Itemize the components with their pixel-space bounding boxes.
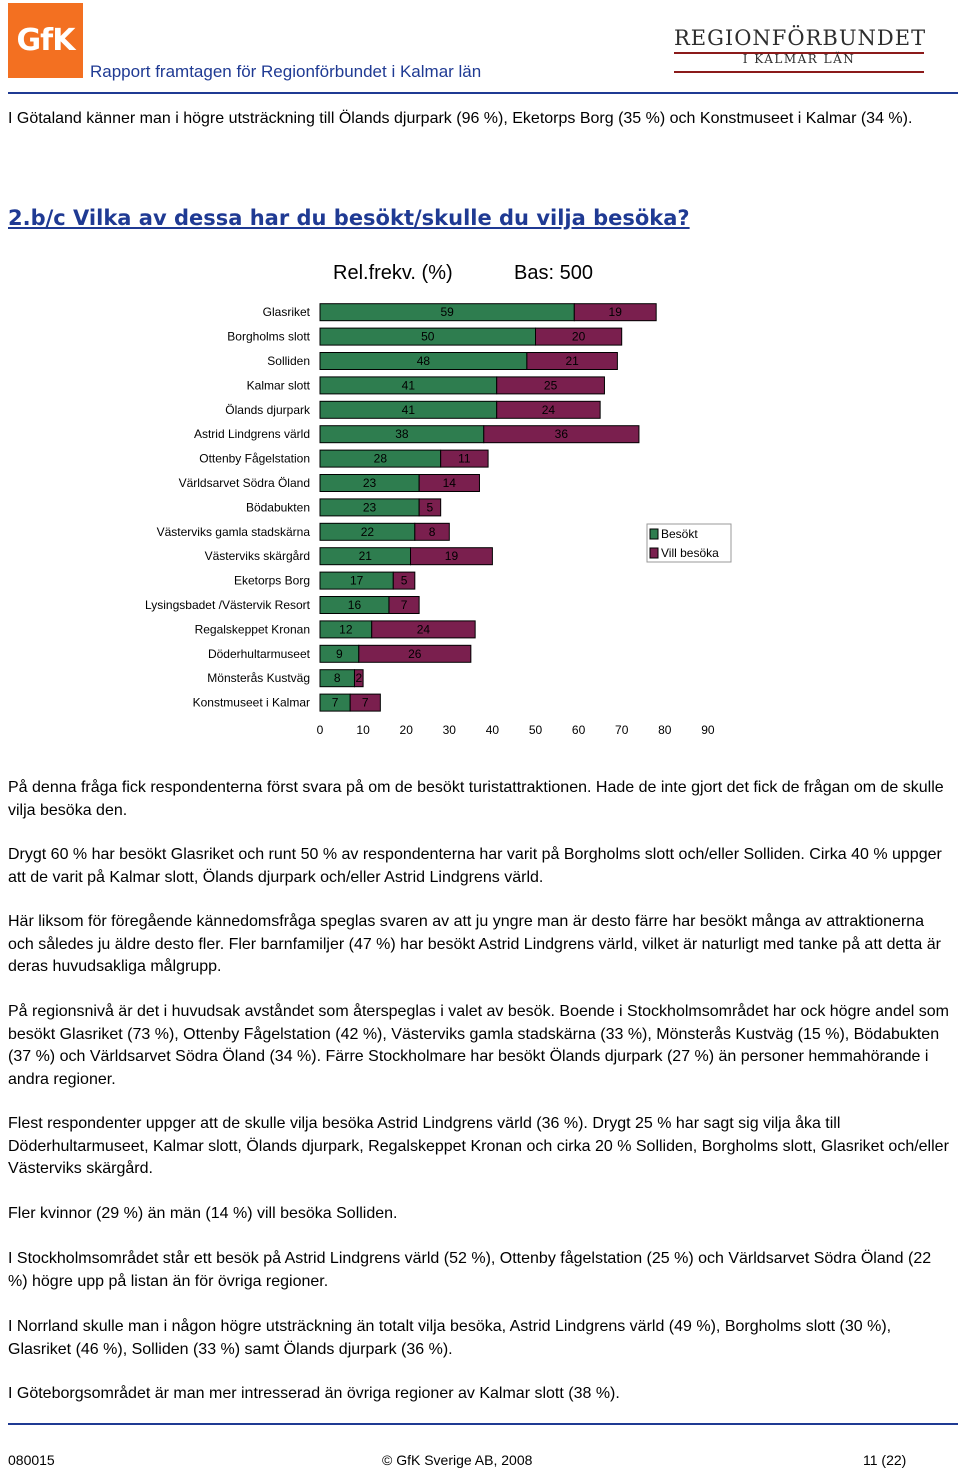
data-label: 20 <box>571 329 586 344</box>
x-tick-label: 70 <box>615 723 629 737</box>
data-label: 22 <box>360 524 375 539</box>
category-label: Mönsterås Kustväg <box>207 671 310 686</box>
question-heading: 2.b/c Vilka av dessa har du besökt/skulle du vilja besöka? <box>8 206 690 230</box>
category-label: Eketorps Borg <box>233 573 310 588</box>
rf-logo-rule <box>674 71 924 73</box>
category-label: Lysingsbadet /Västervik Resort <box>145 598 310 612</box>
report-title: Rapport framtagen för Regionförbundet i Kalmar län <box>90 62 482 81</box>
data-label: 9 <box>336 646 343 661</box>
x-tick-label: 0 <box>316 723 324 737</box>
rf-logo-name: REGIONFÖRBUNDET <box>674 26 927 50</box>
data-label: 48 <box>416 354 431 368</box>
page-header <box>0 0 960 90</box>
x-tick-label: 20 <box>399 723 413 737</box>
body-paragraph: Här liksom för föregående kännedomsfråga speglas svaren av att ju yngre man är desto färre har besökt många av attraktionerna och således ju äldre desto fler. Fler barnfamiljer (47 %) har besökt Astrid Lindgrens värld, vilket är naturligt med tanke på att detta är deras huvudsakliga målgrupp. <box>8 913 941 975</box>
chart-base-label: Bas: 500 <box>514 262 593 284</box>
body-paragraph: Drygt 60 % har besökt Glasriket och runt 50 % av respondenterna har varit på Borgholms slott och/eller Solliden. Cirka 40 % uppger att de varit på Kalmar slott, Ölands djurpark och/eller Astrid Lindgrens värld. <box>8 846 942 886</box>
data-label: 7 <box>361 695 369 710</box>
category-label: Ölands djurpark <box>225 402 310 417</box>
data-label: 19 <box>444 549 459 564</box>
body-paragraph: På regionsnivå är det i huvudsak avståndet som återspeglas i valet av besök. Boende i Stockholmsområdet har ock högre andel som besökt Glasriket (73 %), Ottenby Fågelstation (42 %), Västerviks gamla stadskärna (33 %), Mönsterås Kustväg (15 %), Bödabukten (37 %) och Världsarvet Södra Öland (34 %). Färre Stockholmare har besökt Ölands djurpark (27 %) än personer hemmahörande i andra regioner. <box>8 1003 949 1088</box>
data-label: 2 <box>355 671 363 686</box>
gfk-logo: GfK <box>8 3 83 78</box>
category-label: Västerviks skärgård <box>204 549 310 564</box>
data-label: 38 <box>395 427 409 442</box>
data-label: 28 <box>373 451 388 466</box>
rf-logo-subtitle: I KALMAR LÄN <box>742 52 856 66</box>
data-label: 41 <box>401 378 416 393</box>
x-tick-label: 50 <box>528 723 543 737</box>
category-label: Glasriket <box>262 305 310 320</box>
legend-swatch <box>650 529 658 539</box>
body-paragraph: I Göteborgsområdet är man mer intresserad än övriga regioner av Kalmar slott (38 %). <box>8 1385 620 1402</box>
data-label: 25 <box>543 378 558 393</box>
intro-paragraph: I Götaland känner man i högre utsträckning till Ölands djurpark (96 %), Eketorps Borg (35 %) och Konstmuseet i Kalmar (34 %). <box>8 110 913 127</box>
data-label: 36 <box>554 427 569 442</box>
data-label: 41 <box>401 402 416 417</box>
category-label: Borgholms slott <box>227 329 310 344</box>
category-label: Världsarvet Södra Öland <box>178 476 310 490</box>
data-label: 16 <box>347 598 362 612</box>
category-label: Astrid Lindgrens värld <box>193 427 310 442</box>
body-paragraph: På denna fråga fick respondenterna först svara på om de besökt turistattraktionen. Hade de inte gjort det fick de frågan om de skulle vilja besöka den. <box>8 779 944 819</box>
x-tick-label: 80 <box>658 723 672 737</box>
data-label: 26 <box>408 646 422 661</box>
body-paragraph: I Norrland skulle man i någon högre utsträckning än totalt vilja besöka, Astrid Lindgrens värld (49 %), Borgholms slott (30 %), Glasriket (46 %), Solliden (33 %) samt Ölands djurpark (36 %). <box>8 1318 892 1358</box>
category-label: Bödabukten <box>245 500 310 515</box>
footer-page-number: 11 (22) <box>863 1452 907 1468</box>
data-label: 7 <box>331 695 339 710</box>
footer-copyright: © GfK Sverige AB, 2008 <box>382 1452 533 1468</box>
data-label: 11 <box>458 451 471 466</box>
chart-rel-label: Rel.frekv. (%) <box>333 262 453 284</box>
category-label: Ottenby Fågelstation <box>199 451 310 466</box>
category-label: Västerviks gamla stadskärna <box>156 524 310 539</box>
data-label: 8 <box>428 524 436 539</box>
data-label: 5 <box>400 573 408 588</box>
x-tick-label: 40 <box>485 723 500 737</box>
category-label: Döderhultarmuseet <box>207 646 310 661</box>
regionforbundet-logo <box>674 26 927 66</box>
data-label: 21 <box>565 354 579 368</box>
category-label: Kalmar slott <box>246 378 310 393</box>
data-label: 23 <box>362 476 377 490</box>
data-label: 14 <box>442 476 456 490</box>
data-label: 24 <box>416 622 431 637</box>
x-tick-label: 10 <box>356 723 370 737</box>
data-label: 21 <box>358 549 372 564</box>
legend-swatch <box>650 548 658 558</box>
x-tick-label: 30 <box>442 723 456 737</box>
category-label: Solliden <box>267 354 310 368</box>
data-label: 17 <box>349 573 364 588</box>
data-label: 50 <box>421 329 435 344</box>
data-label: 59 <box>440 305 454 320</box>
body-paragraph: Fler kvinnor (29 %) än män (14 %) vill besöka Solliden. <box>8 1205 398 1222</box>
data-label: 12 <box>339 622 353 637</box>
x-tick-label: 60 <box>571 723 586 737</box>
data-label: 24 <box>541 402 556 417</box>
category-label: Regalskeppet Kronan <box>194 622 310 637</box>
legend-label: Besökt <box>661 527 698 541</box>
x-tick-label: 90 <box>701 723 715 737</box>
body-paragraph: Flest respondenter uppger att de skulle vilja besöka Astrid Lindgrens värld (36 %). Drygt 25 % har sagt sig vilja åka till Döderhultarmuseet, Kalmar slott, Ölands djurpark, Regalskeppet Kronan och cirka 20 % Solliden, Borgholms slott, Glasriket och/eller Västerviks skärgård. <box>8 1115 949 1177</box>
data-label: 8 <box>333 671 341 686</box>
body-paragraph: I Stockholmsområdet står ett besök på Astrid Lindgrens värld (52 %), Ottenby fågelstation (25 %) och Världsarvet Södra Öland (22 %) högre upp på listan än för övriga regioner. <box>8 1250 932 1290</box>
header-divider <box>8 92 958 94</box>
footer-divider <box>8 1423 958 1425</box>
legend-label: Vill besöka <box>661 546 719 560</box>
footer-doc-id: 080015 <box>8 1452 55 1468</box>
attractions-bar-chart <box>0 296 960 748</box>
category-label: Konstmuseet i Kalmar <box>192 695 310 710</box>
data-label: 23 <box>362 500 377 515</box>
data-label: 7 <box>400 598 408 612</box>
data-label: 5 <box>426 500 434 515</box>
data-label: 19 <box>608 305 622 320</box>
